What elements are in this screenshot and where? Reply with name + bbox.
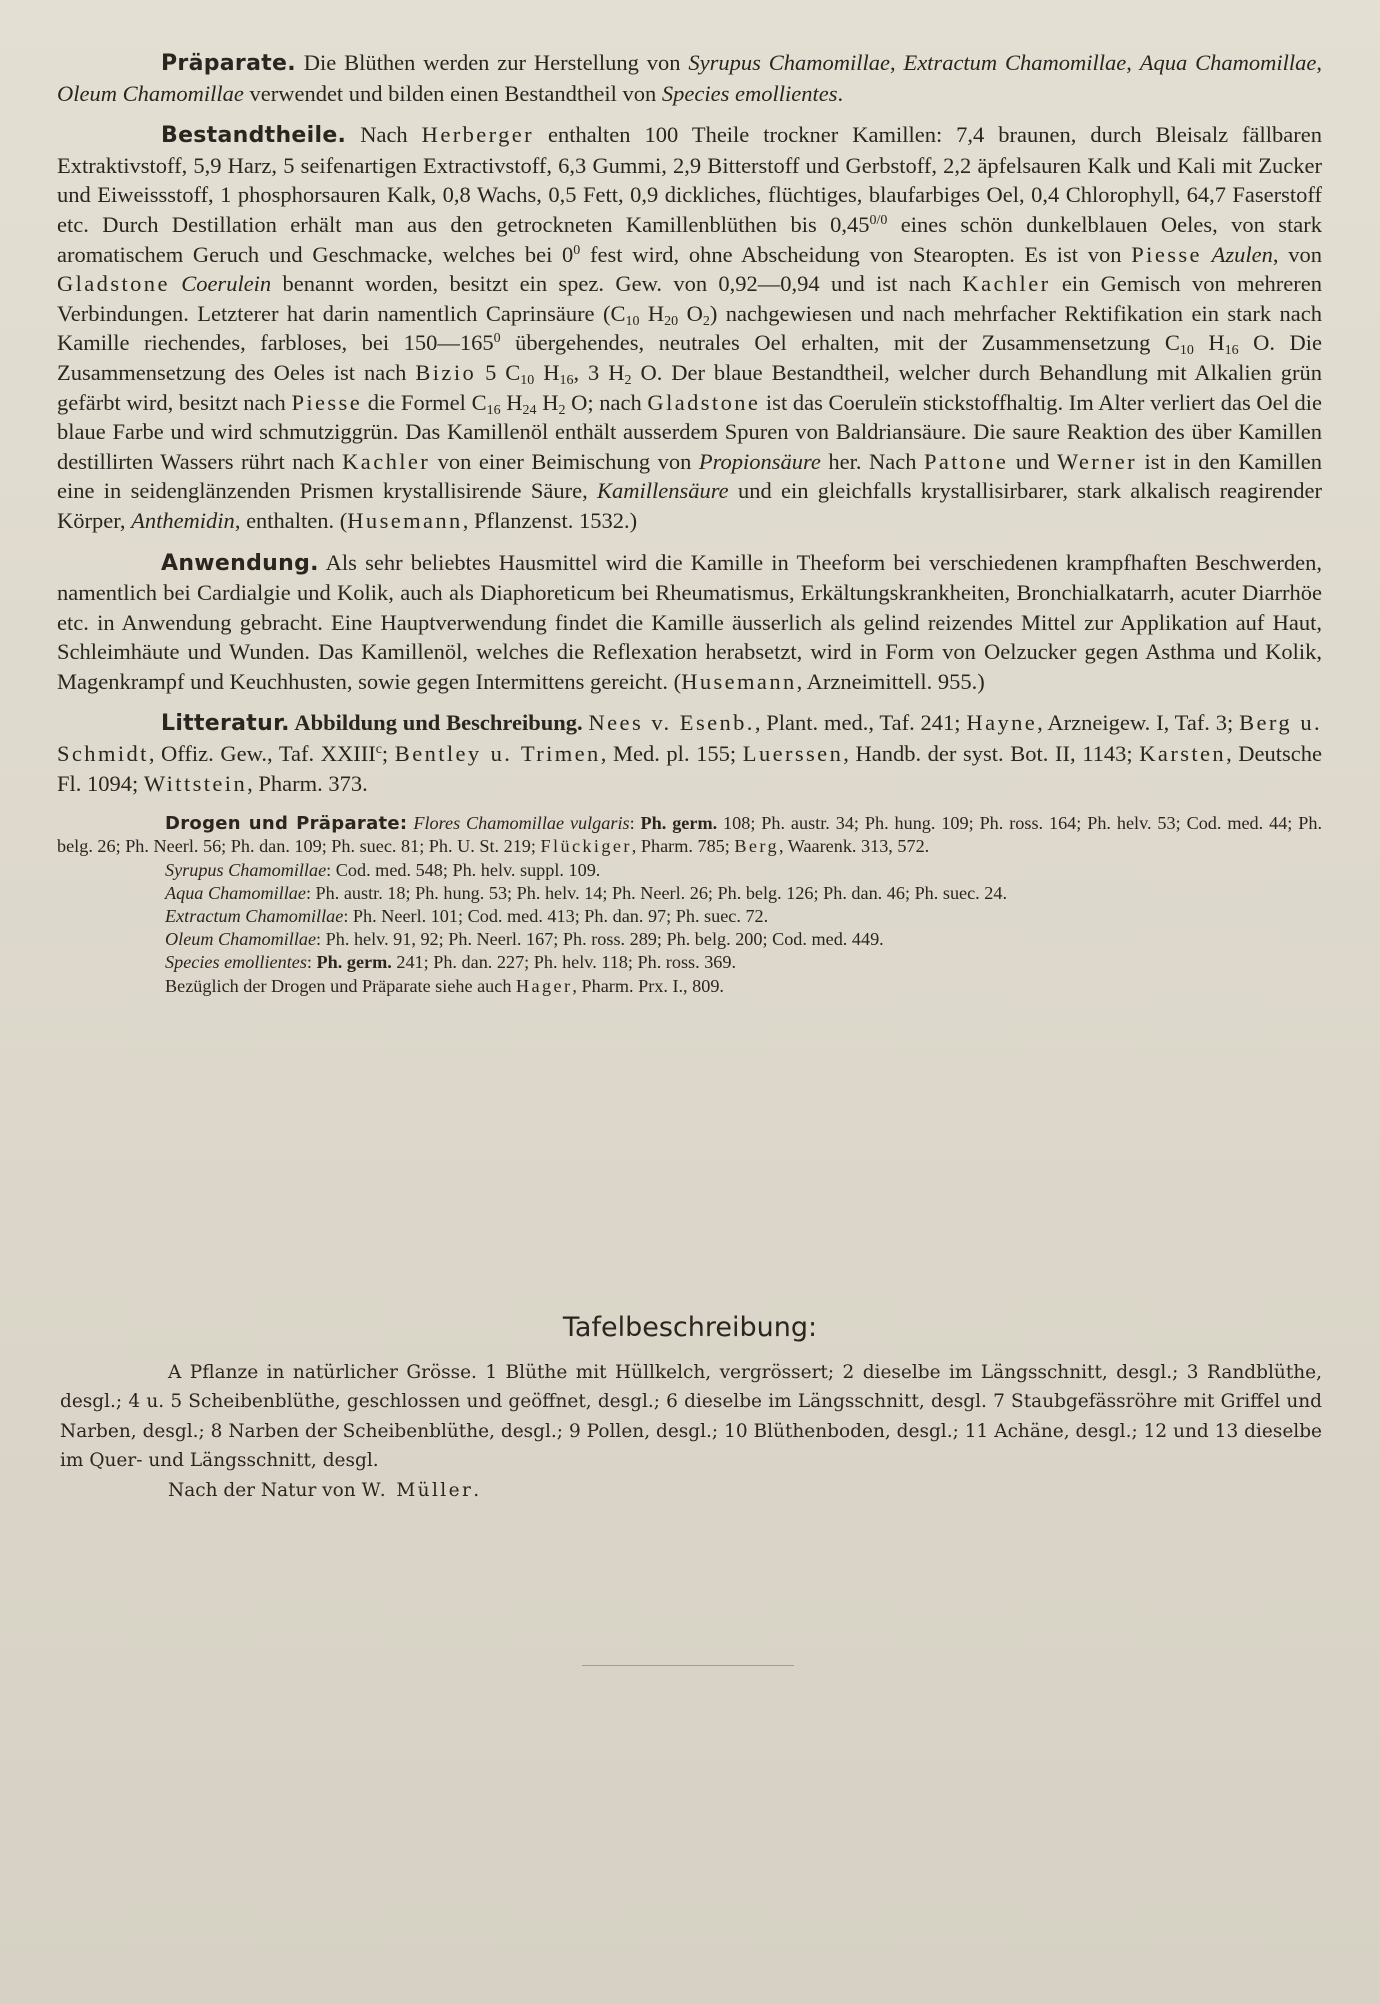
text: , Handb. der syst. Bot. II, 1143; (843, 741, 1140, 767)
text: , Offiz. Gew., Taf. XXIII (148, 741, 376, 767)
text: fest wird, ohne Abscheidung von Stearopten. Es ist von (580, 241, 1132, 267)
author-name: Bentley u. Trimen (394, 741, 601, 767)
spacer (57, 536, 1322, 548)
text (170, 271, 181, 296)
text: 241; Ph. dan. 227; Ph. helv. 118; Ph. ross. 369. (391, 952, 737, 973)
text: , Arzneimittell. 955.) (796, 668, 985, 694)
subscript: 16 (559, 372, 574, 388)
drogen-line-extractum (57, 905, 1322, 928)
text: : Cod. med. 548; Ph. helv. suppl. 109. (326, 859, 601, 880)
term: Species emollientes (165, 952, 307, 973)
text: O. Der blaue Bestandtheil, welcher durch Behandlung mit Alkalien grün gefärbt wird, besitzt nach (57, 359, 1323, 415)
author-name: Gladstone (57, 271, 170, 297)
text: eines schön dunkelblauen Oeles, von stark aromatischem Geruch und Geschmacke, welches bei 0 (57, 211, 1322, 267)
term: Propionsäure (698, 448, 821, 474)
text: : (629, 813, 641, 834)
author-name: Hayne (966, 710, 1038, 736)
text: O (678, 300, 703, 326)
subscript: 20 (664, 313, 679, 329)
text: H (536, 389, 559, 415)
text: , Pharm. 785; (631, 836, 735, 857)
author-name: Kachler (342, 448, 431, 474)
text: , von (1272, 241, 1323, 267)
term: Aqua Chamomillae (165, 882, 306, 903)
author-name: Karsten (1139, 741, 1227, 767)
heading-anwendung: Anwendung. (161, 550, 319, 576)
subscript: 24 (522, 402, 537, 418)
term: Species emollientes (661, 80, 838, 106)
heading-abbildung: Abbildung und Beschreibung. (289, 710, 583, 736)
term: Extractum Chamomillae (903, 50, 1127, 75)
tafel-title: Tafelbeschreibung: (562, 1312, 818, 1343)
text: ) nachgewiesen und nach mehrfacher Rektifikation ein stark nach Kamille riechendes, farbloses, bei 150—165 (57, 300, 1323, 356)
superscript: c (375, 742, 382, 758)
text: ein Gemisch von mehreren Verbindungen. Letzterer hat darin namentlich Caprinsäure (C (57, 271, 1322, 326)
text: : (306, 952, 317, 973)
drogen-line-aqua (57, 882, 1322, 905)
term: Coerulein (181, 271, 272, 297)
author-name: Nees v. Esenb. (588, 710, 755, 736)
section-bestandtheile (57, 120, 1322, 535)
text: H (500, 389, 523, 415)
text (1202, 242, 1212, 267)
spacer (57, 108, 1322, 120)
text: Die Blüthen werden zur Herstellung von (295, 50, 689, 75)
drogen-line-oleum (57, 928, 1322, 951)
text: : Ph. helv. 91, 92; Ph. Neerl. 167; Ph. ross. 289; Ph. belg. 200; Cod. med. 449. (316, 929, 884, 950)
text: , Waarenk. 313, 572. (778, 836, 930, 857)
author-name: W. Müller (361, 1479, 474, 1501)
tafel-credit (60, 1476, 1322, 1505)
author-name: Husemann (681, 668, 797, 694)
author-name: Berg u. Schmidt (57, 710, 1322, 767)
subscript: 10 (520, 372, 535, 388)
author-name: Berg (734, 836, 779, 857)
heading-praeparate: Präparate. (161, 51, 296, 76)
subscript: 2 (558, 402, 566, 418)
text: benannt worden, besitzt ein spez. Gew. von 0,92—0,94 und ist nach (271, 271, 963, 297)
term: Anthemidin (131, 507, 235, 533)
section-anwendung (57, 548, 1322, 697)
term: Oleum Chamomillae (165, 929, 317, 950)
text: ist das Coeruleïn stickstoffhaltig. Im Alter verliert das Oel die blaue Farbe und wird schmutziggrün. Das Kamillenöl enthält ausserdem Spuren von Baldriansäure. Die saure Reaktion des über Kamillen destillirten Wassers rührt nach (57, 389, 1322, 474)
spacer (57, 696, 1322, 708)
text: , Deutsche Fl. 1094; (57, 741, 1323, 796)
text: und ein gleichfalls krystallisirbarer, stark alkalisch reagirender Körper, (57, 478, 1322, 533)
text: Nach (346, 122, 422, 148)
text: übergehendes, neutrales Oel erhalten, mit der Zusammensetzung C (500, 330, 1180, 356)
text: , 3 H (573, 359, 625, 385)
heading-bestandtheile: Bestandtheile. (161, 123, 347, 149)
percent-sign: 0/0 (869, 212, 888, 228)
drogen-line-flores (57, 812, 1322, 858)
author-name: Hager (515, 975, 573, 996)
text: . (473, 1479, 480, 1501)
section-praeparate (57, 48, 1322, 108)
author-name: Piesse (291, 389, 363, 415)
term: Extractum Chamomillae (165, 906, 344, 927)
text: von einer Beimischung von (430, 448, 699, 474)
tafel-text: A Pflanze in natürlicher Grösse. 1 Blüthe mit Hüllkelch, vergrössert; 2 dieselbe im Längsschnitt, desgl.; 3 Randblüthe, desgl.; 4 u. 5 Scheibenblüthe, geschlossen und geöffnet, desgl.; 6 dieselbe im Längsschnitt, desgl. 7 Staubgefässröhre mit Griffel und Narben, desgl.; 8 Narben der Scheibenblüthe, desgl.; 9 Pollen, desgl.; 10 Blüthenboden, desgl.; 11 Achäne, desgl.; 12 und 13 dieselbe im Quer- und Längsschnitt, desgl. (60, 1362, 1322, 1472)
text: Als sehr beliebtes Hausmittel wird die Kamille in Theeform bei verschiedenen krampfhaften Beschwerden, namentlich bei Cardialgie und Kolik, auch als Diaphoreticum bei Rheumatismus, Erkältungskrankheiten, Bronchialkatarrh, acuter Diarrhöe etc. in Anwendung gebracht. Eine Hauptverwendung findet die Kamille äusserlich als gelind reizendes Mittel zur Applikation auf Haut, Schleimhäute und Wunden. Das Kamillenöl, welches die Reflexation herabsetzt, wird in Form von Oelzucker gegen Asthma und Kolik, Magenkrampf und Keuchhusten, sowie gegen Intermittens gereicht. ( (57, 549, 1322, 694)
author-name: Herberger (421, 122, 535, 148)
text: , (889, 50, 904, 75)
author-name: Piesse (1131, 241, 1202, 267)
author-name: Kachler (962, 271, 1051, 297)
term: Syrupus Chamomillae (688, 50, 890, 75)
degree-sign: 0 (493, 331, 501, 347)
text: Nach der Natur von (168, 1479, 362, 1501)
author-name: Gladstone (647, 389, 761, 415)
text: enthalten 100 Theile trockner Kamillen: 7,4 braunen, durch Bleisalz fällbaren Extraktivstoff, 5,9 Harz, 5 seifenartigen Extractivstoff, 6,3 Gummi, 2,9 Bitterstoff und Gerbstoff, 2,2 äpfelsauren Kalk und Kali mit Zucker und Eiweissstoff, 1 phosphorsauren Kalk, 0,8 Wachs, 0,5 Fett, 0,9 dickliches, flüchtiges, blaufarbiges Oel, 0,4 Chlorophyll, 64,7 Faserstoff etc. Durch Destillation erhält man aus den getrockneten Kamillenblüthen bis 0,45 (57, 122, 1322, 237)
spacer (57, 798, 1322, 812)
term: Syrupus Chamomillae (165, 859, 327, 880)
subscript: 2 (624, 372, 632, 388)
pharmacopoeia: Ph. germ. (316, 952, 392, 973)
term: Flores Chamomillae vulgaris (413, 813, 630, 834)
subscript: 2 (702, 313, 710, 329)
text: H (534, 359, 560, 385)
text: H (1193, 330, 1225, 356)
text: ist in den Kamillen eine in seidenglänzenden Prismen krystallisirende Säure, (57, 448, 1322, 504)
divider-rule (582, 1665, 794, 1666)
author-name: Werner (1057, 448, 1138, 474)
term: Azulen (1211, 241, 1273, 267)
text: O. Die Zusammensetzung des Oeles ist nach (57, 330, 1322, 385)
section-drogen (57, 812, 1322, 998)
degree-sign: 0 (573, 242, 581, 258)
author-name: Husemann (347, 507, 463, 533)
text: ; (381, 741, 395, 767)
drogen-line-species (57, 951, 1322, 974)
text: , (1316, 50, 1323, 75)
heading-drogen: Drogen und Präparate: (165, 813, 408, 835)
author-name: Flückiger (540, 836, 632, 857)
text: 108; Ph. austr. 34; Ph. hung. 109; Ph. ross. 164; Ph. helv. 53; Cod. med. 44; Ph. belg. 26; Ph. Neerl. 56; Ph. dan. 109; Ph. suec. 81; Ph. U. St. 219; (57, 813, 1322, 857)
text: : Ph. austr. 18; Ph. hung. 53; Ph. helv. 14; Ph. Neerl. 26; Ph. belg. 126; Ph. dan. 46; Ph. suec. 24. (305, 882, 1008, 903)
text: die Formel C (362, 389, 487, 415)
section-litteratur (57, 708, 1322, 798)
tafel-description (60, 1358, 1322, 1505)
author-name: Bizio (415, 359, 477, 385)
subscript: 10 (1179, 343, 1194, 359)
text: , Pharm. 373. (247, 770, 368, 796)
author-name: Luerssen (742, 741, 844, 767)
text: , Plant. med., Taf. 241; (754, 710, 967, 736)
text: : Ph. Neerl. 101; Cod. med. 413; Ph. dan. 97; Ph. suec. 72. (343, 906, 769, 927)
term: Kamillensäure (597, 478, 729, 504)
text: . (837, 80, 844, 106)
text: O; nach (565, 389, 648, 415)
text: , Arzneigew. I, Taf. 3; (1037, 710, 1240, 736)
text: H (639, 300, 665, 326)
text: , (1126, 50, 1140, 75)
text: 5 C (476, 359, 521, 385)
term: Aqua Chamomillae (1139, 50, 1317, 75)
drogen-line-hager (57, 975, 1322, 998)
text: , Med. pl. 155; (600, 741, 743, 767)
text: und (1008, 448, 1058, 474)
author-name: Pattone (923, 448, 1009, 474)
text: her. Nach (820, 448, 924, 474)
subscript: 16 (1224, 343, 1239, 359)
author-name: Wittstein (143, 770, 248, 796)
main-text (57, 48, 1322, 998)
pharmacopoeia: Ph. germ. (640, 813, 718, 834)
text: , Pflanzenst. 1532.) (462, 507, 638, 533)
text: Bezüglich der Drogen und Präparate siehe auch (165, 975, 516, 996)
subscript: 10 (625, 313, 640, 329)
heading-litteratur: Litteratur. (161, 711, 290, 737)
drogen-line-syrupus (57, 859, 1322, 882)
text: , enthalten. ( (234, 507, 348, 533)
text: , Pharm. Prx. I., 809. (572, 975, 724, 996)
term: Oleum Chamomillae (57, 80, 244, 106)
text: verwendet und bilden einen Bestandtheil von (243, 80, 662, 106)
subscript: 16 (486, 402, 501, 418)
